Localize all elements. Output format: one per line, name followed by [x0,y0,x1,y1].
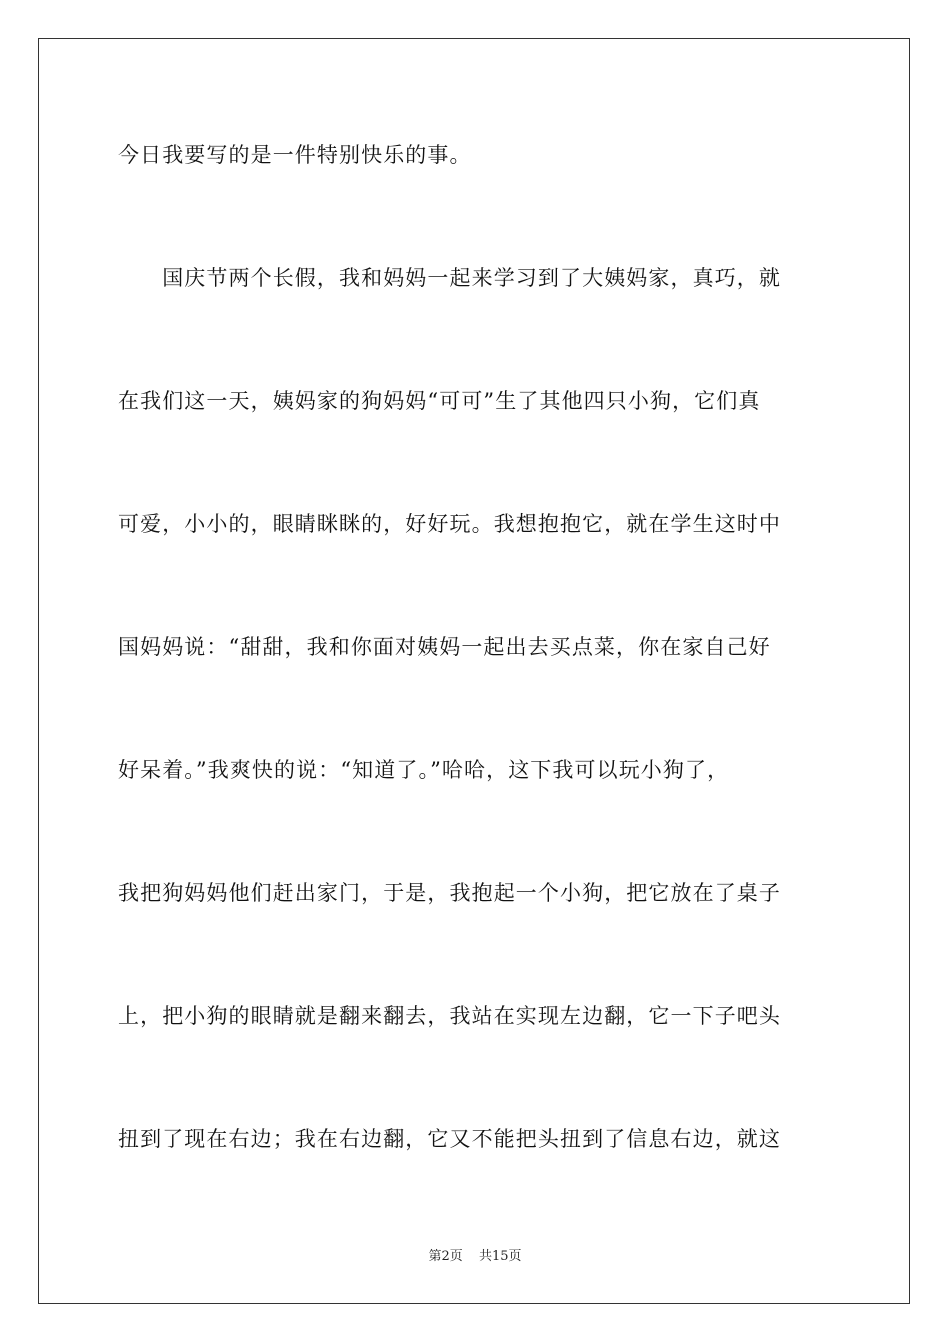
text-line-3: 在我们这一天，姨妈家的狗妈妈“可可”生了其他四只小狗，它们真 [118,389,761,413]
page-total: 共15页 [478,1249,522,1264]
text-line-9: 扭到了现在右边；我在右边翻，它又不能把头扭到了信息右边，就这 [118,1127,781,1151]
page-number: 第2页 [428,1249,463,1264]
page-footer [0,1248,950,1266]
text-line-1: 今日我要写的是一件特别快乐的事。 [118,143,472,167]
text-line-5: 国妈妈说：“甜甜，我和你面对姨妈一起出去买点菜，你在家自己好 [118,635,771,659]
page-border [38,38,910,1304]
text-line-2: 国庆节两个长假，我和妈妈一起来学习到了大姨妈家，真巧，就 [118,266,781,290]
text-line-8: 上，把小狗的眼睛就是翻来翻去，我站在实现左边翻，它一下子吧头 [118,1004,781,1028]
text-line-7: 我把狗妈妈他们赶出家门，于是，我抱起一个小狗，把它放在了桌子 [118,881,781,905]
text-line-4: 可爱，小小的，眼睛眯眯的，好好玩。我想抱抱它，就在学生这时中 [118,512,781,536]
text-line-6: 好呆着。”我爽快的说：“知道了。”哈哈，这下我可以玩小狗了， [118,758,730,782]
